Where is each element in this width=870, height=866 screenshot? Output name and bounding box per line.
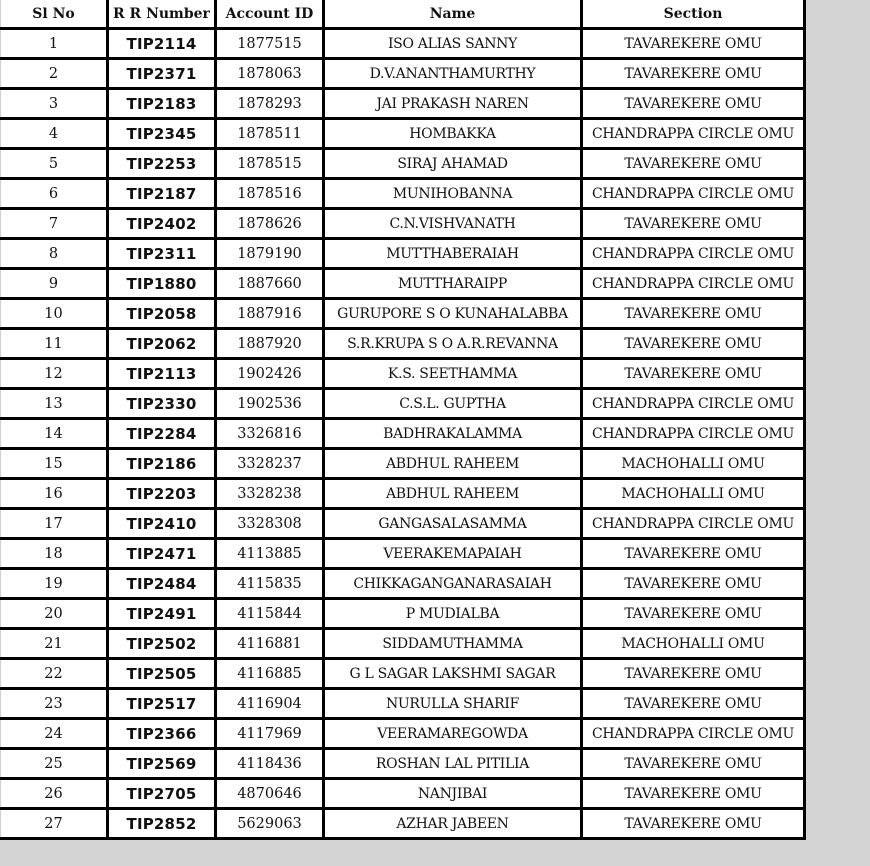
table-row xyxy=(1,29,805,59)
cell-rr-number[interactable]: TIP2183 xyxy=(108,89,216,119)
empty-cell[interactable] xyxy=(108,841,216,866)
cell-rr-number[interactable]: TIP2569 xyxy=(108,749,216,779)
cell-name[interactable]: VEERAKEMAPAIAH xyxy=(324,539,582,569)
cell-name[interactable]: ABDHUL RAHEEM xyxy=(324,479,582,509)
cell-sl-no[interactable]: 12 xyxy=(1,359,108,389)
cell-section[interactable]: CHANDRAPPA CIRCLE OMU xyxy=(582,419,805,449)
empty-cell[interactable] xyxy=(324,841,582,866)
table-row xyxy=(1,689,805,719)
cell-rr-number[interactable]: TIP2330 xyxy=(108,389,216,419)
cell-section[interactable]: TAVAREKERE OMU xyxy=(582,29,805,59)
cell-account-id[interactable]: 1878293 xyxy=(216,89,324,119)
cell-sl-no[interactable]: 15 xyxy=(1,449,108,479)
cell-rr-number[interactable]: TIP2345 xyxy=(108,119,216,149)
cell-name[interactable]: SIDDAMUTHAMMA xyxy=(324,629,582,659)
cell-section[interactable]: TAVAREKERE OMU xyxy=(582,599,805,629)
cell-section[interactable]: TAVAREKERE OMU xyxy=(582,329,805,359)
cell-sl-no[interactable]: 17 xyxy=(1,509,108,539)
cell-rr-number[interactable]: TIP2471 xyxy=(108,539,216,569)
table-row xyxy=(1,599,805,629)
cell-name[interactable]: SIRAJ AHAMAD xyxy=(324,149,582,179)
cell-sl-no[interactable]: 23 xyxy=(1,689,108,719)
cell-section[interactable]: TAVAREKERE OMU xyxy=(582,689,805,719)
cell-account-id[interactable]: 1878516 xyxy=(216,179,324,209)
cell-name[interactable]: VEERAMAREGOWDA xyxy=(324,719,582,749)
cell-rr-number[interactable]: TIP2114 xyxy=(108,29,216,59)
empty-spreadsheet-row xyxy=(0,841,870,866)
cell-account-id[interactable]: 1878063 xyxy=(216,59,324,89)
cell-section[interactable]: TAVAREKERE OMU xyxy=(582,809,805,839)
cell-rr-number[interactable]: TIP2187 xyxy=(108,179,216,209)
cell-section[interactable]: CHANDRAPPA CIRCLE OMU xyxy=(582,239,805,269)
cell-name[interactable]: G L SAGAR LAKSHMI SAGAR xyxy=(324,659,582,689)
cell-account-id[interactable]: 4113885 xyxy=(216,539,324,569)
header-section[interactable]: Section xyxy=(582,0,805,29)
cell-account-id[interactable]: 1878515 xyxy=(216,149,324,179)
cell-account-id[interactable]: 4115835 xyxy=(216,569,324,599)
table-row xyxy=(1,149,805,179)
table-row xyxy=(1,779,805,809)
cell-section[interactable]: TAVAREKERE OMU xyxy=(582,749,805,779)
cell-account-id[interactable]: 1877515 xyxy=(216,29,324,59)
cell-section[interactable]: TAVAREKERE OMU xyxy=(582,779,805,809)
cell-account-id[interactable]: 4116885 xyxy=(216,659,324,689)
cell-name[interactable]: NURULLA SHARIF xyxy=(324,689,582,719)
cell-sl-no[interactable]: 19 xyxy=(1,569,108,599)
cell-sl-no[interactable]: 3 xyxy=(1,89,108,119)
table-row xyxy=(1,659,805,689)
cell-account-id[interactable]: 1887920 xyxy=(216,329,324,359)
cell-rr-number[interactable]: TIP2311 xyxy=(108,239,216,269)
cell-section[interactable]: TAVAREKERE OMU xyxy=(582,539,805,569)
cell-account-id[interactable]: 1887660 xyxy=(216,269,324,299)
table-row xyxy=(1,449,805,479)
cell-name[interactable]: BADHRAKALAMMA xyxy=(324,419,582,449)
table-row xyxy=(1,509,805,539)
cell-name[interactable]: MUNIHOBANNA xyxy=(324,179,582,209)
cell-rr-number[interactable]: TIP2284 xyxy=(108,419,216,449)
table-row xyxy=(1,749,805,779)
cell-rr-number[interactable]: TIP2402 xyxy=(108,209,216,239)
cell-account-id[interactable]: 3328308 xyxy=(216,509,324,539)
cell-sl-no[interactable]: 20 xyxy=(1,599,108,629)
cell-account-id[interactable]: 4117969 xyxy=(216,719,324,749)
cell-sl-no[interactable]: 5 xyxy=(1,149,108,179)
cell-sl-no[interactable]: 18 xyxy=(1,539,108,569)
cell-section[interactable]: CHANDRAPPA CIRCLE OMU xyxy=(582,389,805,419)
cell-account-id[interactable]: 5629063 xyxy=(216,809,324,839)
cell-section[interactable]: CHANDRAPPA CIRCLE OMU xyxy=(582,509,805,539)
table-row xyxy=(1,89,805,119)
cell-sl-no[interactable]: 10 xyxy=(1,299,108,329)
cell-name[interactable]: ISO ALIAS SANNY xyxy=(324,29,582,59)
cell-sl-no[interactable]: 8 xyxy=(1,239,108,269)
cell-name[interactable]: NANJIBAI xyxy=(324,779,582,809)
cell-sl-no[interactable]: 13 xyxy=(1,389,108,419)
cell-sl-no[interactable]: 11 xyxy=(1,329,108,359)
cell-sl-no[interactable]: 24 xyxy=(1,719,108,749)
table-row xyxy=(1,359,805,389)
table-row xyxy=(1,299,805,329)
cell-account-id[interactable]: 1887916 xyxy=(216,299,324,329)
cell-section[interactable]: TAVAREKERE OMU xyxy=(582,149,805,179)
cell-sl-no[interactable]: 27 xyxy=(1,809,108,839)
table-row xyxy=(1,209,805,239)
cell-name[interactable]: C.S.L. GUPTHA xyxy=(324,389,582,419)
cell-rr-number[interactable]: TIP1880 xyxy=(108,269,216,299)
cell-rr-number[interactable]: TIP2491 xyxy=(108,599,216,629)
cell-section[interactable]: TAVAREKERE OMU xyxy=(582,359,805,389)
cell-section[interactable]: CHANDRAPPA CIRCLE OMU xyxy=(582,719,805,749)
cell-name[interactable]: P MUDIALBA xyxy=(324,599,582,629)
table-row xyxy=(1,539,805,569)
header-rr-number[interactable]: R R Number xyxy=(108,0,216,29)
cell-section[interactable]: TAVAREKERE OMU xyxy=(582,569,805,599)
cell-rr-number[interactable]: TIP2186 xyxy=(108,449,216,479)
cell-section[interactable]: MACHOHALLI OMU xyxy=(582,449,805,479)
cell-name[interactable]: JAI PRAKASH NAREN xyxy=(324,89,582,119)
cell-account-id[interactable]: 4116881 xyxy=(216,629,324,659)
cell-account-id[interactable]: 3328237 xyxy=(216,449,324,479)
cell-rr-number[interactable]: TIP2484 xyxy=(108,569,216,599)
header-name[interactable]: Name xyxy=(324,0,582,29)
table-row xyxy=(1,269,805,299)
cell-section[interactable]: TAVAREKERE OMU xyxy=(582,89,805,119)
table-body xyxy=(1,29,805,839)
header-account-id[interactable]: Account ID xyxy=(216,0,324,29)
cell-name[interactable]: CHIKKAGANGANARASAIAH xyxy=(324,569,582,599)
table-row xyxy=(1,179,805,209)
empty-cell[interactable] xyxy=(582,841,805,866)
cell-section[interactable]: TAVAREKERE OMU xyxy=(582,209,805,239)
cell-name[interactable]: C.N.VISHVANATH xyxy=(324,209,582,239)
table-row xyxy=(1,569,805,599)
empty-cell[interactable] xyxy=(0,841,108,866)
cell-sl-no[interactable]: 9 xyxy=(1,269,108,299)
cell-sl-no[interactable]: 25 xyxy=(1,749,108,779)
cell-sl-no[interactable]: 4 xyxy=(1,119,108,149)
cell-rr-number[interactable]: TIP2113 xyxy=(108,359,216,389)
cell-rr-number[interactable]: TIP2253 xyxy=(108,149,216,179)
cell-name[interactable]: K.S. SEETHAMMA xyxy=(324,359,582,389)
cell-account-id[interactable]: 1902426 xyxy=(216,359,324,389)
cell-sl-no[interactable]: 14 xyxy=(1,419,108,449)
header-row xyxy=(1,0,805,29)
table-row xyxy=(1,119,805,149)
cell-name[interactable]: MUTTHABERAIAH xyxy=(324,239,582,269)
cell-rr-number[interactable]: TIP2366 xyxy=(108,719,216,749)
cell-name[interactable]: AZHAR JABEEN xyxy=(324,809,582,839)
cell-name[interactable]: ABDHUL RAHEEM xyxy=(324,449,582,479)
cell-account-id[interactable]: 1902536 xyxy=(216,389,324,419)
cell-sl-no[interactable]: 21 xyxy=(1,629,108,659)
cell-section[interactable]: TAVAREKERE OMU xyxy=(582,59,805,89)
cell-account-id[interactable]: 1879190 xyxy=(216,239,324,269)
table-row xyxy=(1,479,805,509)
empty-cell[interactable] xyxy=(805,841,868,866)
cell-rr-number[interactable]: TIP2410 xyxy=(108,509,216,539)
cell-section[interactable]: MACHOHALLI OMU xyxy=(582,479,805,509)
cell-sl-no[interactable]: 22 xyxy=(1,659,108,689)
cell-account-id[interactable]: 4116904 xyxy=(216,689,324,719)
cell-sl-no[interactable]: 16 xyxy=(1,479,108,509)
cell-name[interactable]: GURUPORE S O KUNAHALABBA xyxy=(324,299,582,329)
table-row xyxy=(1,809,805,839)
table-row xyxy=(1,59,805,89)
gridline xyxy=(867,0,868,866)
cell-name[interactable]: GANGASALASAMMA xyxy=(324,509,582,539)
cell-sl-no[interactable]: 6 xyxy=(1,179,108,209)
cell-section[interactable]: CHANDRAPPA CIRCLE OMU xyxy=(582,179,805,209)
table-row xyxy=(1,719,805,749)
cell-sl-no[interactable]: 26 xyxy=(1,779,108,809)
cell-account-id[interactable]: 1878626 xyxy=(216,209,324,239)
cell-sl-no[interactable]: 1 xyxy=(1,29,108,59)
cell-account-id[interactable]: 4115844 xyxy=(216,599,324,629)
cell-rr-number[interactable]: TIP2502 xyxy=(108,629,216,659)
header-sl-no[interactable]: Sl No xyxy=(1,0,108,29)
cell-name[interactable]: HOMBAKKA xyxy=(324,119,582,149)
cell-rr-number[interactable]: TIP2203 xyxy=(108,479,216,509)
cell-name[interactable]: ROSHAN LAL PITILIA xyxy=(324,749,582,779)
cell-account-id[interactable]: 3326816 xyxy=(216,419,324,449)
cell-name[interactable]: D.V.ANANTHAMURTHY xyxy=(324,59,582,89)
cell-section[interactable]: CHANDRAPPA CIRCLE OMU xyxy=(582,119,805,149)
cell-section[interactable]: TAVAREKERE OMU xyxy=(582,299,805,329)
cell-rr-number[interactable]: TIP2058 xyxy=(108,299,216,329)
table-row xyxy=(1,389,805,419)
table-row xyxy=(1,419,805,449)
cell-account-id[interactable]: 4870646 xyxy=(216,779,324,809)
cell-section[interactable]: CHANDRAPPA CIRCLE OMU xyxy=(582,269,805,299)
cell-rr-number[interactable]: TIP2705 xyxy=(108,779,216,809)
cell-rr-number[interactable]: TIP2371 xyxy=(108,59,216,89)
cell-account-id[interactable]: 4118436 xyxy=(216,749,324,779)
cell-name[interactable]: S.R.KRUPA S O A.R.REVANNA xyxy=(324,329,582,359)
cell-account-id[interactable]: 1878511 xyxy=(216,119,324,149)
cell-rr-number[interactable]: TIP2517 xyxy=(108,689,216,719)
cell-sl-no[interactable]: 7 xyxy=(1,209,108,239)
cell-section[interactable]: MACHOHALLI OMU xyxy=(582,629,805,659)
cell-rr-number[interactable]: TIP2505 xyxy=(108,659,216,689)
table-row xyxy=(1,239,805,269)
cell-rr-number[interactable]: TIP2852 xyxy=(108,809,216,839)
cell-section[interactable]: TAVAREKERE OMU xyxy=(582,659,805,689)
cell-name[interactable]: MUTTHARAIPP xyxy=(324,269,582,299)
cell-sl-no[interactable]: 2 xyxy=(1,59,108,89)
table-row xyxy=(1,629,805,659)
empty-cell[interactable] xyxy=(216,841,324,866)
table-row xyxy=(1,329,805,359)
cell-account-id[interactable]: 3328238 xyxy=(216,479,324,509)
cell-rr-number[interactable]: TIP2062 xyxy=(108,329,216,359)
